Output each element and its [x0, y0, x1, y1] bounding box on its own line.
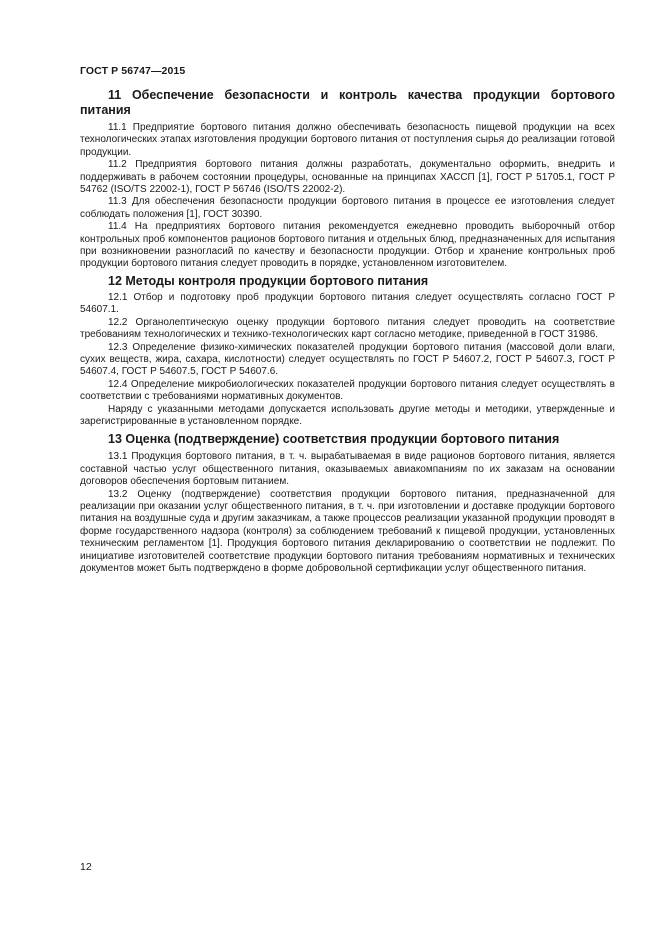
paragraph: 12.2 Органолептическую оценку продукции бортового питания следует проводить на соответствие требованиям технологических и технико-технологических карт согласно методике, приведенной в ГОСТ 31986. — [80, 316, 615, 341]
standard-code: ГОСТ Р 56747—2015 — [80, 65, 186, 77]
paragraph: 13.2 Оценку (подтверждение) соответствия продукции бортового питания, предназначенной для реализации при оказании услуг общественного питания, в т. ч. при изготовлении и доставке продукции бортового питания на воздушные суда и другим заказчикам, а также процессов реализации указанной продукции проводят в форме государственного надзора (контроля) за соблюдением требований к пищевой продукции, установленных техническим регламентом [1]. Продукция бортового питания декларированию о соответствии не подлежит. По инициативе изготовителей соответствие продукции бортового питания требованиям нормативных и технических документов может быть подтверждено в форме добровольной сертификации услуг общественного питания. — [80, 488, 615, 574]
section-13 — [80, 432, 615, 575]
paragraph: 11.1 Предприятие бортового питания должно обеспечивать безопасность пищевой продукции на всех технологических этапах изготовления продукции бортового питания от поступления сырья до реализации готовой продукции. — [80, 122, 615, 158]
paragraph: 11.2 Предприятия бортового питания должны разработать, документально оформить, внедрить и поддерживать в рабочем состоянии процедуры, основанные на принципах ХАССП [1], ГОСТ Р 51705.1, ГОСТ Р 54762 (ISO/TS 22002-1), ГОСТ Р 56746 (ISO/TS 22002-2). — [80, 159, 615, 196]
paragraph: 11.3 Для обеспечения безопасности продукции бортового питания в процессе ее изготовления следует соблюдать положения [1], ГОСТ 30390. — [80, 196, 615, 220]
paragraph: 12.4 Определение микробиологических показателей продукции бортового питания следует осуществлять в соответствии с требованиями нормативных документов. — [80, 378, 615, 403]
paragraph: Наряду с указанными методами допускается использовать другие методы и методики, утвержденные и зарегистрированные в установленном порядке. — [80, 403, 615, 427]
section-heading: 11 Обеспечение безопасности и контроль качества продукции бортового питания — [80, 88, 615, 117]
document-body — [80, 88, 615, 575]
paragraph: 11.4 На предприятиях бортового питания рекомендуется ежедневно проводить выборочный отбор контрольных проб компонентов рационов бортового питания и отдельных блюд, предназначенных для испытания при возникновении разногласий по качеству и безопасности продукции. Отбор и хранение контрольных проб продукции бортового питания следует проводить в порядке, установленном изготовителем. — [80, 221, 615, 270]
paragraph: 12.1 Отбор и подготовку проб продукции бортового питания следует осуществлять согласно ГОСТ Р 54607.1. — [80, 291, 615, 316]
paragraph: 12.3 Определение физико-химических показателей продукции бортового питания (массовой доли влаги, сухих веществ, жира, сахара, кислотности) следует осуществлять по ГОСТ Р 54607.2, ГОСТ Р 54607.3, ГОСТ Р 54607.4, ГОСТ Р 54607.5, ГОСТ Р 54607.6. — [80, 341, 615, 378]
section-heading: 13 Оценка (подтверждение) соответствия продукции бортового питания — [108, 432, 560, 447]
section-12 — [80, 274, 615, 428]
paragraph: 13.1 Продукция бортового питания, в т. ч. вырабатываемая в виде рационов бортового питания, является составной частью услуг общественного питания, оказываемых авиакомпаниям по их заказам на основании договоров обеспечения бортовым питанием. — [80, 451, 615, 488]
page-number: 12 — [80, 861, 92, 873]
section-11 — [80, 88, 615, 271]
section-heading: 12 Методы контроля продукции бортового питания — [108, 273, 429, 288]
